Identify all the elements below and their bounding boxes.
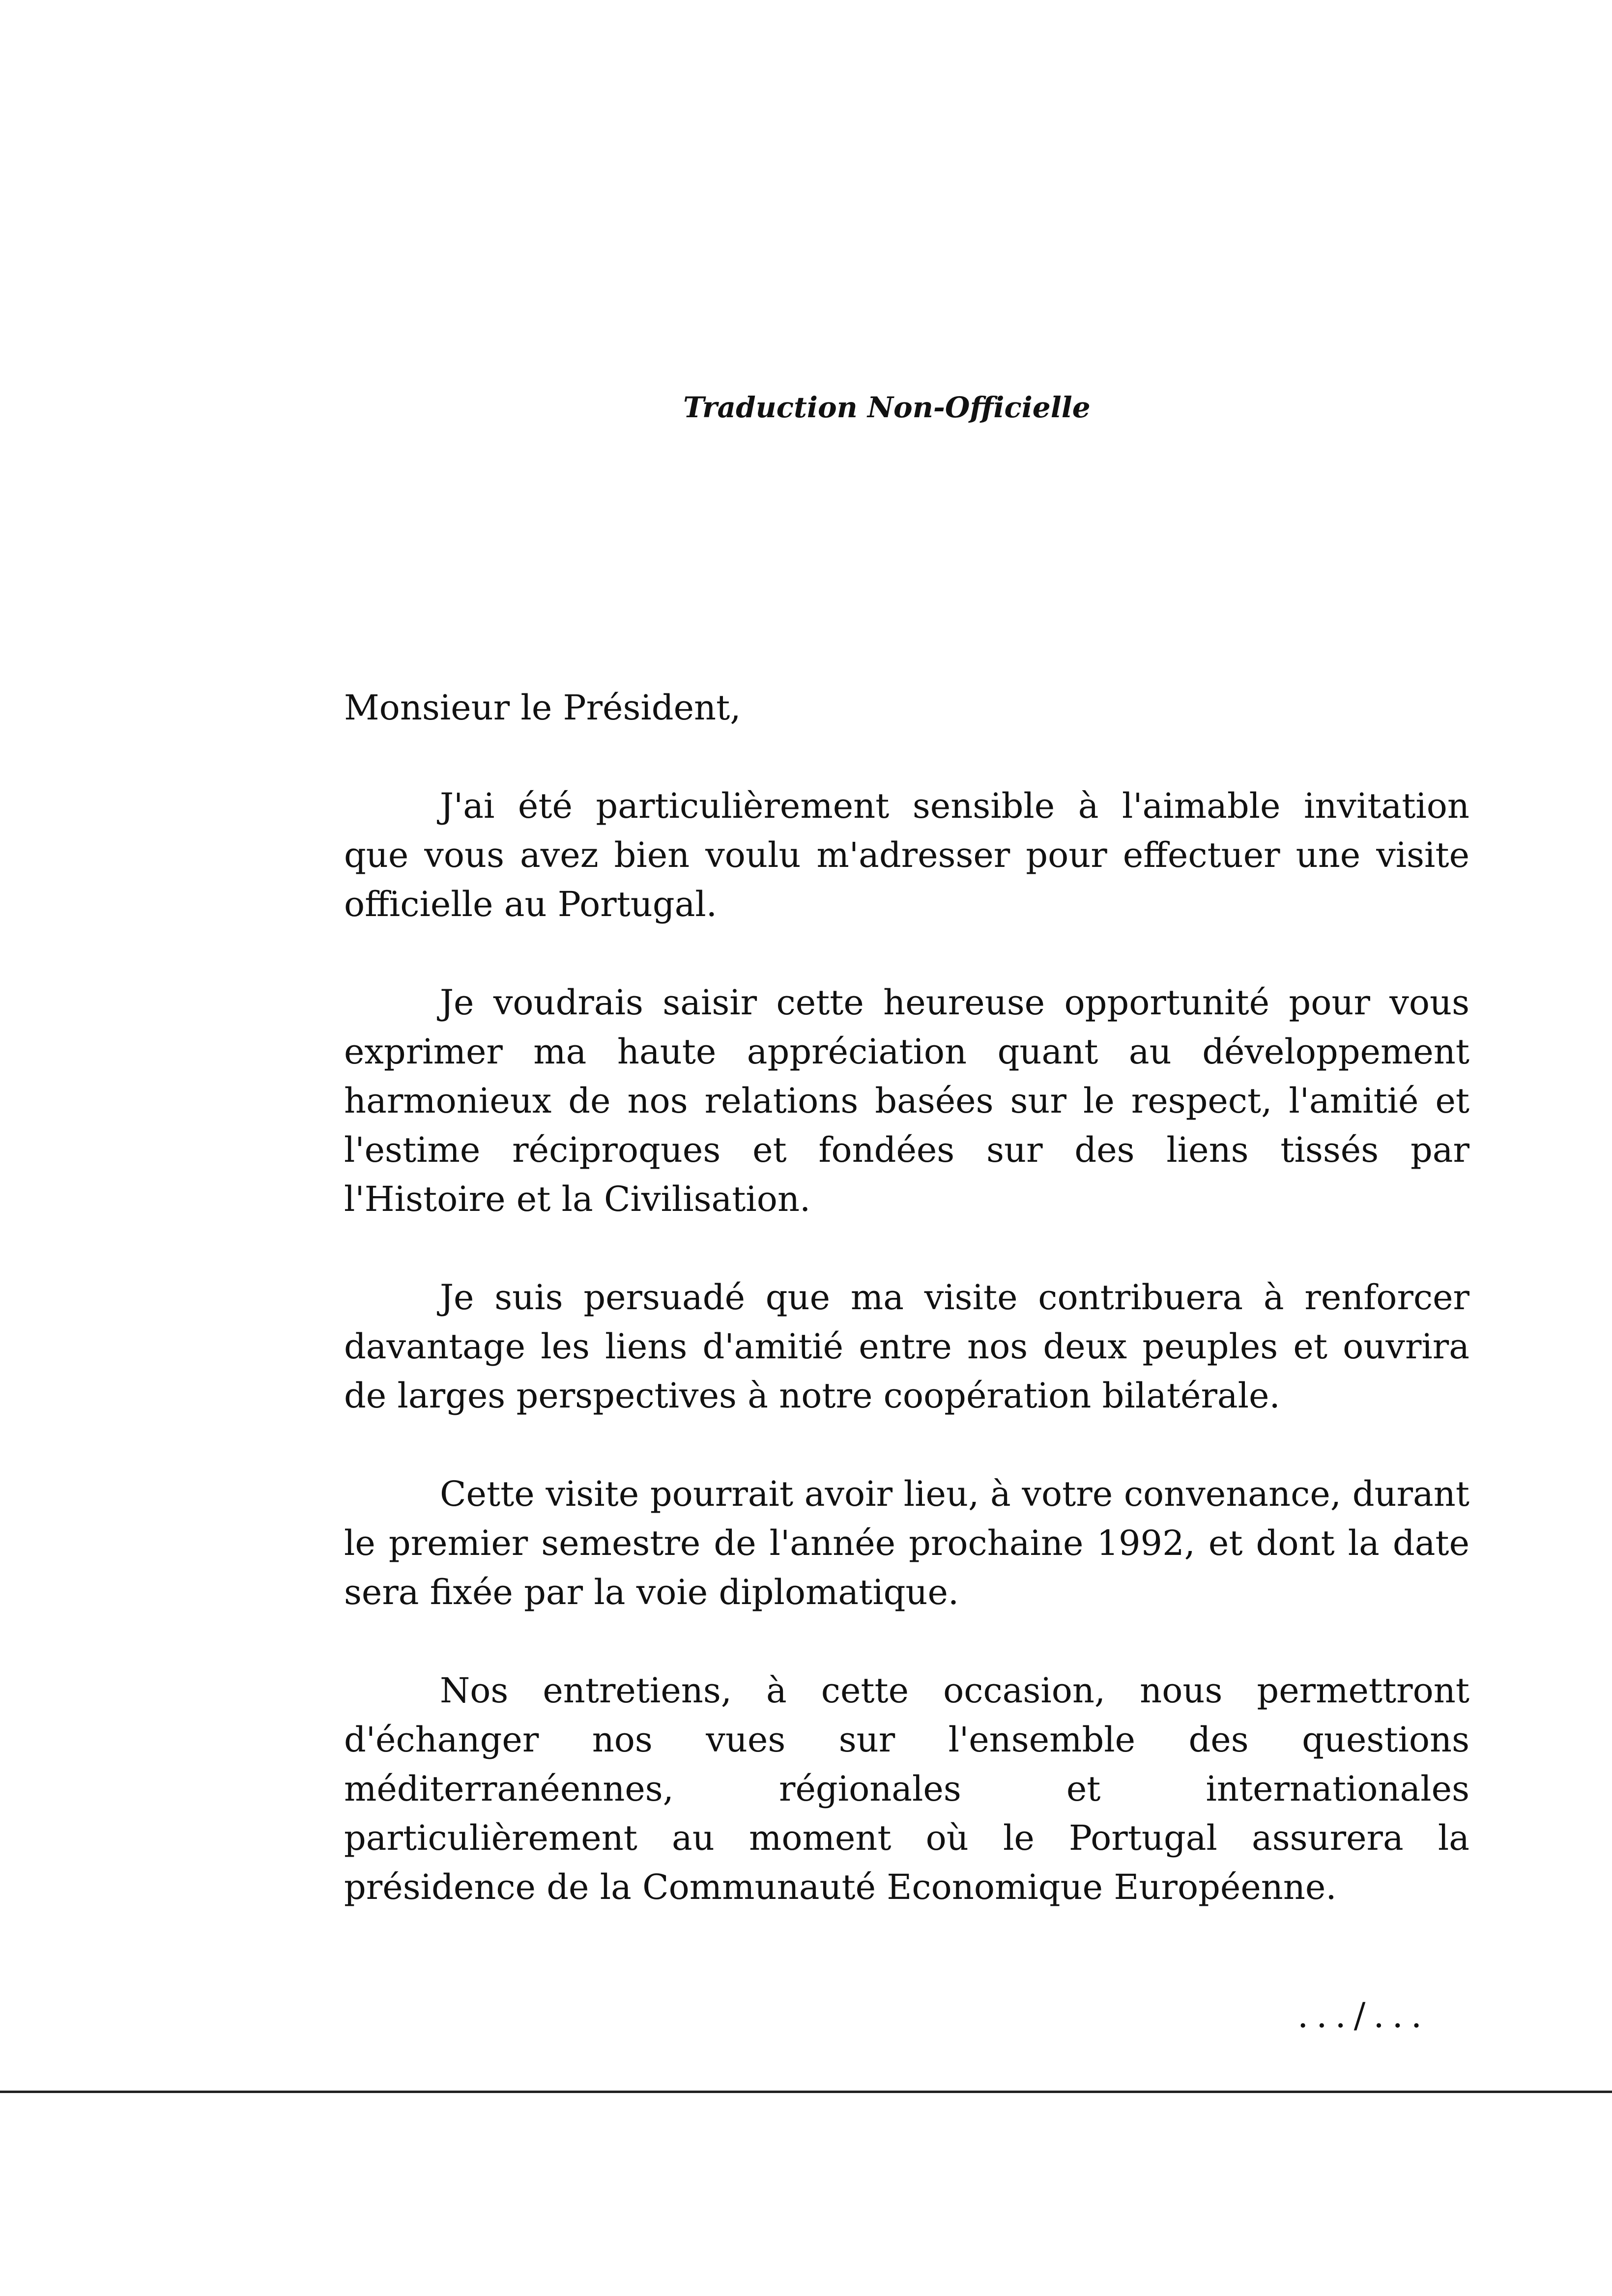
footer-divider <box>0 2091 1612 2093</box>
letter-body <box>344 683 1469 1912</box>
continuation-mark: .../... <box>1297 1995 1430 2036</box>
paragraph-visit-date: Cette visite pourrait avoir lieu, à votre convenance, durant le premier semestre de l'année prochaine 1992, et dont la date sera fixée par la voie diplomatique. <box>344 1474 1469 1612</box>
salutation: Monsieur le Président, <box>344 688 741 728</box>
paragraph-invitation: J'ai été particulièrement sensible à l'aimable invitation que vous avez bien voulu m'adresser pour effectuer une visite officielle au Portugal. <box>344 786 1469 924</box>
document-header-title: Traduction Non-Officielle <box>683 391 1091 424</box>
paragraph-appreciation: Je voudrais saisir cette heureuse opportunité pour vous exprimer ma haute appréciation quant au développement harmonieux de nos relations basées sur le respect, l'amitié et l'estime réciproques et fondées sur des liens tissés par l'Histoire et la Civilisation. <box>344 982 1469 1219</box>
paragraph-cooperation: Je suis persuadé que ma visite contribuera à renforcer davantage les liens d'amitié entre nos deux peuples et ouvrira de larges perspectives à notre coopération bilatérale. <box>344 1277 1469 1416</box>
paragraph-talks: Nos entretiens, à cette occasion, nous permettront d'échanger nos vues sur l'ensemble des questions méditerranéennes, régionales et internationales particulièrement au moment où le Portugal assurera la présidence de la Communauté Economique Européenne. <box>344 1670 1469 1907</box>
